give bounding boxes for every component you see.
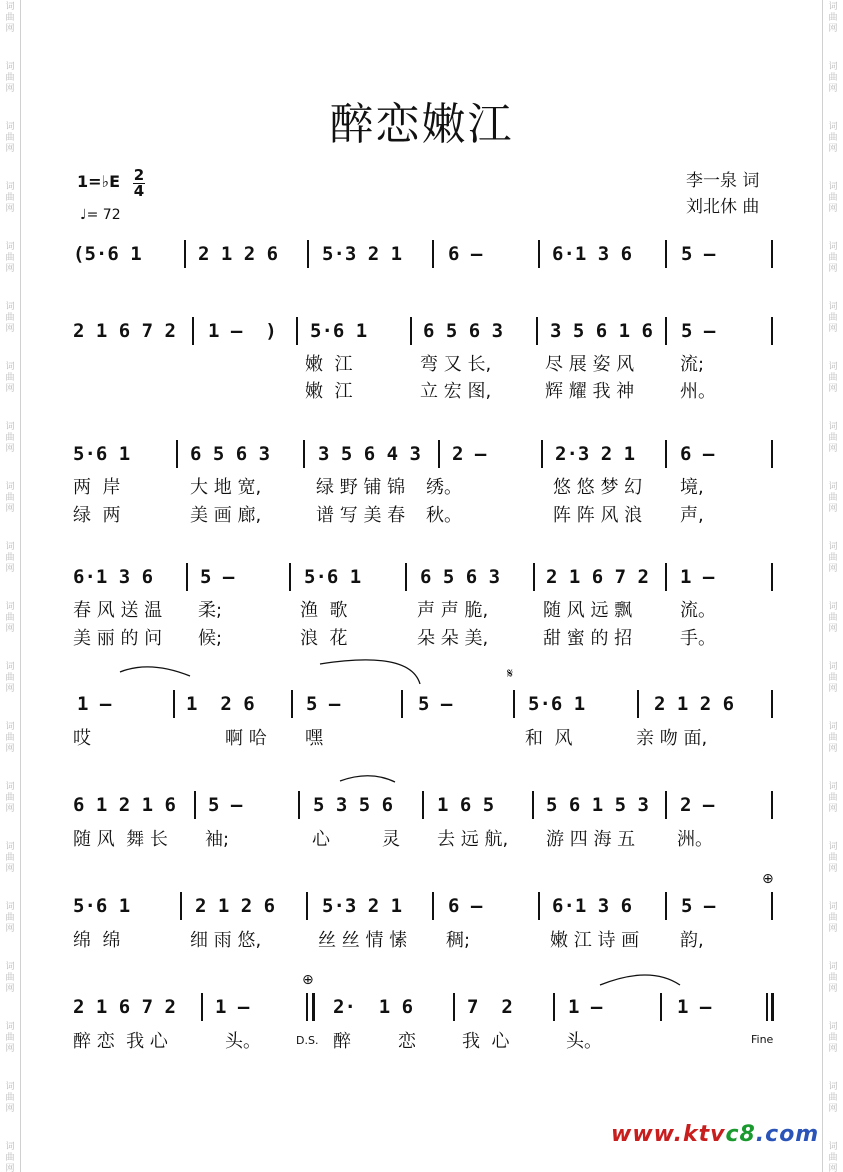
measure: 6 – [680, 443, 715, 465]
lyric: 春 风 送 温 [73, 600, 163, 621]
lyric: 阵 阵 风 浪 [553, 505, 643, 526]
lyric: 绣。 [426, 477, 462, 498]
key-signature: 1=♭E [77, 172, 121, 191]
segno-sign: 𝄋 [507, 666, 514, 682]
lyric: 候; [198, 628, 223, 649]
lyric: 和 风 [525, 728, 573, 749]
measure: 5 3 5 6 [313, 794, 394, 816]
lyric: 弯 又 长, [420, 354, 492, 375]
measure: 3 5 6 1 6 [550, 320, 653, 342]
measure: 1 – [677, 996, 712, 1018]
watermark-text: 词 曲 网 [828, 902, 838, 934]
lyric: 美 画 廊, [190, 505, 262, 526]
lyric: 随 风 舞 长 [73, 829, 168, 850]
watermark-text: 词 曲 网 [5, 122, 15, 154]
watermark-text: 词 曲 网 [5, 542, 15, 574]
measure: 6·1 3 6 [552, 895, 633, 917]
measure: 6 – [448, 243, 483, 265]
measure: 5·3 2 1 [322, 895, 403, 917]
measure: 5·3 2 1 [322, 243, 403, 265]
watermark-text: 词 曲 网 [5, 602, 15, 634]
watermark-text: 词 曲 网 [828, 422, 838, 454]
watermark-text: 词 曲 网 [5, 962, 15, 994]
measure: 5·6 1 [528, 693, 586, 715]
measure: 5·6 1 [304, 566, 362, 588]
watermark-text: 词 曲 网 [828, 122, 838, 154]
measure: 1 2 6 [186, 693, 255, 715]
watermark-text: 词 曲 网 [828, 782, 838, 814]
measure: 2 1 2 6 [198, 243, 279, 265]
lyric: 心 [312, 829, 330, 850]
watermark-text: 词 曲 网 [828, 242, 838, 274]
tie-slur [320, 660, 420, 684]
lyric: 嫩 江 诗 画 [550, 930, 640, 951]
watermark-text: 词 曲 网 [828, 602, 838, 634]
measure: 2 – [680, 794, 715, 816]
measure: 5·6 1 [310, 320, 368, 342]
measure: 2·3 2 1 [555, 443, 636, 465]
lyric: 手。 [680, 628, 716, 649]
lyric: 头。 [566, 1031, 602, 1052]
watermark-text: 词 曲 网 [828, 482, 838, 514]
watermark-text: 词 曲 网 [828, 302, 838, 334]
measure: 6 5 6 3 [420, 566, 501, 588]
lyric: 醉 恋 我 心 [73, 1031, 168, 1052]
lyric: 甜 蜜 的 招 [543, 628, 633, 649]
lyricist-credit: 李一泉 词 [686, 171, 760, 191]
tempo-mark: ♩= 72 [80, 207, 121, 223]
lyric: 流。 [680, 600, 716, 621]
measure: 1 6 5 [437, 794, 495, 816]
watermark-text: 词 曲 网 [5, 62, 15, 94]
lyric: 流; [680, 354, 705, 375]
measure: 1 – [77, 693, 112, 715]
watermark-text: 词 曲 网 [5, 182, 15, 214]
lyric: 去 远 航, [437, 829, 509, 850]
watermark-text: 词 曲 网 [828, 1022, 838, 1054]
measure: (5·6 1 [73, 243, 142, 265]
tie-slur [120, 667, 190, 676]
lyric: 我 心 [462, 1031, 510, 1052]
watermark-text: 词 曲 网 [5, 662, 15, 694]
watermark-text: 词 曲 网 [5, 1022, 15, 1054]
measure: 2 1 2 6 [654, 693, 735, 715]
lyric: 嫩 江 [305, 381, 353, 402]
coda-sign: ⊕ [302, 972, 314, 988]
watermark-text: 词 曲 网 [828, 2, 838, 34]
lyric: 谱 写 美 春 [316, 505, 406, 526]
watermark-text: 词 曲 网 [828, 542, 838, 574]
time-signature-bottom: 4 [133, 182, 145, 200]
website-logo: www.ktvc8.com [611, 1122, 820, 1147]
measure: 6·1 3 6 [552, 243, 633, 265]
lyric: 韵, [680, 930, 704, 951]
lyric: 渔 歌 [300, 600, 348, 621]
watermark-text: 词 曲 网 [828, 362, 838, 394]
measure: 2· 1 6 [333, 996, 414, 1018]
lyric: 大 地 宽, [190, 477, 262, 498]
watermark-text: 词 曲 网 [5, 422, 15, 454]
watermark-text: 词 曲 网 [828, 62, 838, 94]
measure: 2 1 2 6 [195, 895, 276, 917]
lyric: 灵 [382, 829, 400, 850]
measure: 5 – [681, 895, 716, 917]
watermark-text: 词 曲 网 [5, 362, 15, 394]
lyric: 头。 [225, 1031, 261, 1052]
measure: 5 – [681, 320, 716, 342]
lyric: 柔; [198, 600, 223, 621]
measure: 6 – [448, 895, 483, 917]
watermark-text: 词 曲 网 [828, 182, 838, 214]
lyric: 细 雨 悠, [190, 930, 262, 951]
watermark-text: 词 曲 网 [828, 842, 838, 874]
lyric: 境, [680, 477, 704, 498]
lyric: 哎 [73, 728, 91, 749]
lyric: 绿 野 铺 锦 [316, 477, 406, 498]
watermark-text: 词 曲 网 [5, 302, 15, 334]
lyric: 立 宏 图, [420, 381, 492, 402]
measure: 1 – [568, 996, 603, 1018]
lyric: 秋。 [426, 505, 462, 526]
measure: 6·1 3 6 [73, 566, 154, 588]
lyric: 洲。 [677, 829, 713, 850]
measure: 7 2 [467, 996, 513, 1018]
measure: 5 – [681, 243, 716, 265]
watermark-text: 词 曲 网 [5, 1142, 15, 1172]
lyric: 浪 花 [300, 628, 348, 649]
time-signature-top: 2 [133, 166, 145, 184]
coda-sign: ⊕ [762, 871, 774, 887]
watermark-text: 词 曲 网 [5, 242, 15, 274]
measure: 6 1 2 1 6 [73, 794, 176, 816]
song-title: 醉恋嫩江 [329, 99, 514, 150]
watermark-text: 词 曲 网 [5, 842, 15, 874]
ds-marking: D.S. [296, 1034, 319, 1047]
lyric: 绿 两 [73, 505, 121, 526]
watermark-text: 词 曲 网 [5, 782, 15, 814]
watermark-text: 词 曲 网 [828, 662, 838, 694]
lyric: 丝 丝 情 愫 [318, 930, 408, 951]
lyric: 悠 悠 梦 幻 [553, 477, 643, 498]
watermark-text: 词 曲 网 [5, 482, 15, 514]
lyric: 声 声 脆, [417, 600, 489, 621]
measure: 6 5 6 3 [423, 320, 504, 342]
watermark-text: 词 曲 网 [5, 1082, 15, 1114]
watermark-text: 词 曲 网 [828, 1082, 838, 1114]
watermark-text: 词 曲 网 [5, 722, 15, 754]
measure: 5·6 1 [73, 895, 131, 917]
lyric: 随 风 远 飘 [543, 600, 633, 621]
watermark-text: 词 曲 网 [828, 962, 838, 994]
measure: 5·6 1 [73, 443, 131, 465]
measure: 2 1 6 7 2 [73, 320, 176, 342]
measure: 1 – [680, 566, 715, 588]
measure: 5 – [200, 566, 235, 588]
measure: 2 – [452, 443, 487, 465]
measure: 5 – [418, 693, 453, 715]
tie-slur [600, 975, 680, 985]
watermark-text: 词 曲 网 [5, 902, 15, 934]
lyric: 醉 [333, 1031, 351, 1052]
measure: 6 5 6 3 [190, 443, 271, 465]
lyric: 州。 [680, 381, 716, 402]
lyric: 啊 哈 [225, 728, 267, 749]
measure: 5 – [306, 693, 341, 715]
lyric: 尽 展 姿 风 [545, 354, 635, 375]
lyric: 稠; [446, 930, 471, 951]
measure: 5 6 1 5 3 [546, 794, 649, 816]
watermark-text: 词 曲 网 [828, 1142, 838, 1172]
lyric: 美 丽 的 问 [73, 628, 163, 649]
lyric: 辉 耀 我 神 [545, 381, 635, 402]
watermark-text: 词 曲 网 [5, 2, 15, 34]
measure: 1 – ) [208, 320, 277, 342]
lyric: 游 四 海 五 [546, 829, 636, 850]
lyric: 袖; [205, 829, 230, 850]
measure: 5 – [208, 794, 243, 816]
lyric: 绵 绵 [73, 930, 121, 951]
lyric: 嘿 [305, 728, 323, 749]
lyric: 朵 朵 美, [417, 628, 489, 649]
measure: 2 1 6 7 2 [73, 996, 176, 1018]
lyric: 嫩 江 [305, 354, 353, 375]
measure: 1 – [215, 996, 250, 1018]
lyric: 两 岸 [73, 477, 121, 498]
watermark-text: 词 曲 网 [828, 722, 838, 754]
tie-slur [340, 776, 395, 782]
lyric: 声, [680, 505, 704, 526]
fine-marking: Fine [751, 1033, 774, 1046]
lyric: 恋 [398, 1031, 416, 1052]
lyric: 亲 吻 面, [636, 728, 708, 749]
composer-credit: 刘北休 曲 [686, 197, 760, 217]
measure: 2 1 6 7 2 [546, 566, 649, 588]
measure: 3 5 6 4 3 [318, 443, 421, 465]
